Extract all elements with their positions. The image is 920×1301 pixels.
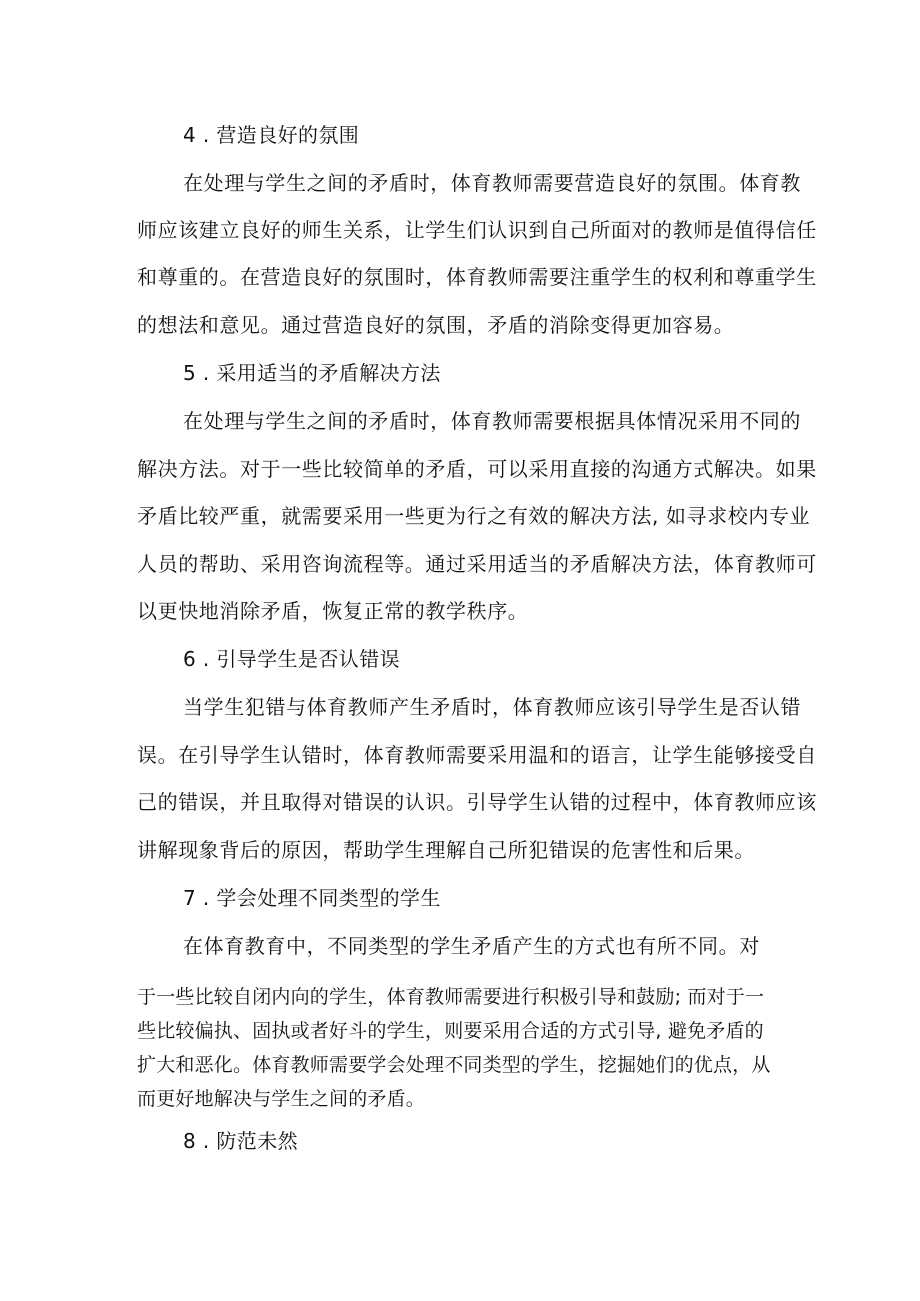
section-6-line-3: 己的错误，并且取得对错误的认识。引导学生认错的过程中，体育教师应该 — [137, 790, 817, 814]
section-7-line-3: 些比较偏执、固执或者好斗的学生，则要采用合适的方式引导, 避免矛盾的 — [137, 1020, 764, 1042]
section-4-heading: 4 . 营造良好的氛围 — [183, 123, 360, 147]
section-6-line-1: 当学生犯错与体育教师产生矛盾时，体育教师应该引导学生是否认错 — [183, 695, 801, 719]
section-8-heading: 8 . 防范未然 — [183, 1129, 298, 1153]
section-5-line-5: 以更快地消除矛盾，恢复正常的教学秩序。 — [137, 599, 529, 623]
section-6-line-2: 误。在引导学生认错时，体育教师需要采用温和的语言，让学生能够接受自 — [137, 743, 817, 767]
section-7-line-4: 扩大和恶化。体育教师需要学会处理不同类型的学生，挖掘她们的优点，从 — [137, 1054, 771, 1076]
section-7-line-1: 在体育教育中，不同类型的学生矛盾产生的方式也有所不同。对 — [183, 934, 760, 958]
section-5-line-2: 解决方法。对于一些比较简单的矛盾，可以采用直接的沟通方式解决。如果 — [137, 457, 817, 481]
section-4-line-2: 师应该建立良好的师生关系，让学生们认识到自己所面对的教师是值得信任 — [137, 218, 817, 242]
section-7-line-5: 而更好地解决与学生之间的矛盾。 — [137, 1088, 426, 1110]
section-6-line-4: 讲解现象背后的原因，帮助学生理解自己所犯错误的危害性和后果。 — [137, 838, 755, 862]
section-5-line-3: 矛盾比较严重，就需要采用一些更为行之有效的解决方法, 如寻求校内专业 — [137, 504, 811, 528]
section-7-line-2: 于一些比较自闭内向的学生，体育教师需要进行积极引导和鼓励; 而对于一 — [137, 986, 765, 1008]
section-5-line-1: 在处理与学生之间的矛盾时，体育教师需要根据具体情况采用不同的 — [183, 409, 801, 433]
section-6-heading: 6 . 引导学生是否认错误 — [183, 647, 400, 671]
section-4-line-1: 在处理与学生之间的矛盾时，体育教师需要营造良好的氛围。体育教 — [183, 171, 801, 195]
section-4-line-4: 的想法和意见。通过营造良好的氛围，矛盾的消除变得更加容易。 — [137, 313, 735, 337]
section-5-line-4: 人员的帮助、采用咨询流程等。通过采用适当的矛盾解决方法，体育教师可 — [137, 552, 817, 576]
section-5-heading: 5 . 采用适当的矛盾解决方法 — [183, 361, 441, 385]
section-7-heading: 7 . 学会处理不同类型的学生 — [183, 886, 441, 910]
section-4-line-3: 和尊重的。在营造良好的氛围时，体育教师需要注重学生的权利和尊重学生 — [137, 265, 817, 289]
